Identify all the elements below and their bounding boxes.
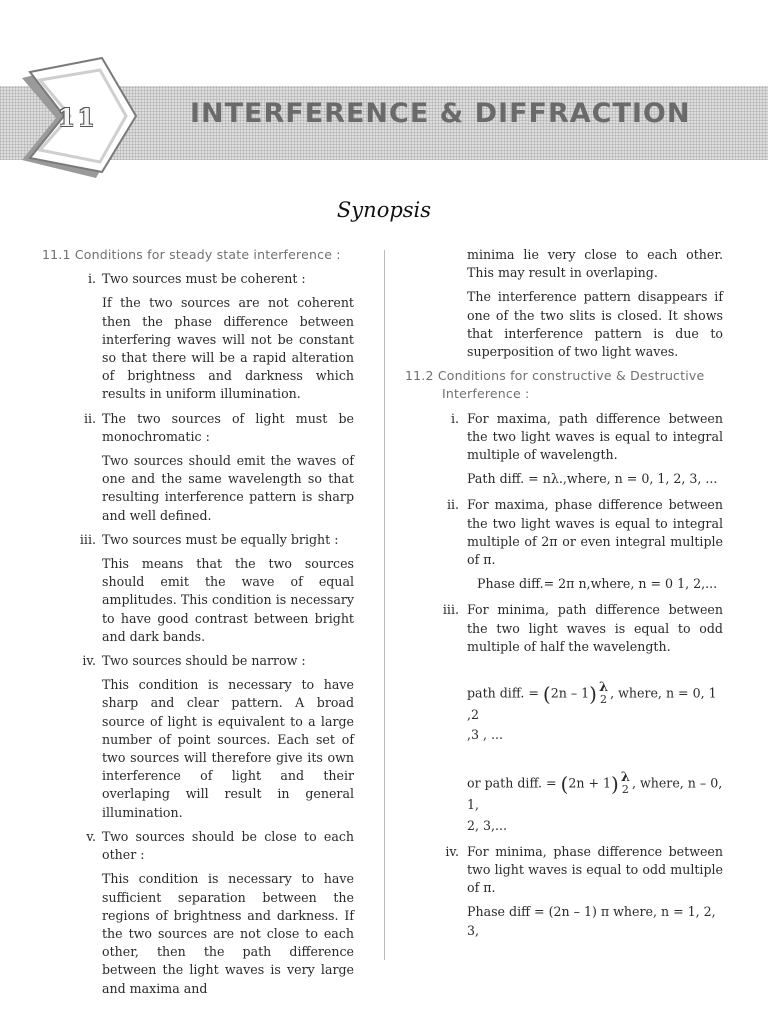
item-numeral: iv. (82, 653, 96, 669)
formula-expression: 2n + 1 (568, 775, 612, 791)
formula-prefix: path diff. = (467, 685, 543, 701)
formula-minima-path-1: path diff. = (2n – 1) λ 2 , where, n = 0, 1 ,2 (467, 680, 717, 723)
item-numeral: ii. (446, 497, 459, 513)
formula-continuation: 2, 3,... (467, 817, 508, 833)
formula-suffix: , where, n = 0, 1 ,2 (467, 685, 717, 723)
item-heading: Two sources should be narrow : (102, 653, 306, 669)
item-heading: The two sources of light must be monochromatic : (102, 410, 354, 444)
section-heading-11-1 (42, 246, 354, 264)
formula-expression: 2n – 1 (550, 685, 590, 701)
chapter-title: INTERFERENCE & DIFFRACTION (190, 98, 691, 129)
item-text: This condition is necessary to have sufficient separation between the regions of brightness and darkness. If the two sources are not close to each other, then the path difference between the light waves is very large and maxima and (102, 871, 354, 996)
formula: Phase diff.= 2π n,where, n = 0 1, 2,... (477, 576, 718, 592)
fraction-numerator: λ (598, 680, 609, 696)
section-title: Conditions for steady state interference : (74, 247, 341, 262)
fraction-numerator: λ (620, 770, 630, 786)
item-numeral: iii. (442, 602, 459, 618)
item-text: Two sources should emit the waves of one and the same wavelength so that resulting interference pattern is sharp and well defined. (102, 453, 354, 523)
list-item (405, 601, 723, 834)
section-heading-11-2 (405, 367, 723, 403)
item-text: If the two sources are not coherent then the phase difference between interfering waves will not be constant so that there will be a rapid alteration of brightness and darkness which results in uniform illumination. (102, 295, 354, 402)
left-column (42, 246, 354, 1004)
item-heading: Two sources should be close to each other : (102, 828, 354, 863)
formula: Phase diff = (2n – 1) π where, n = 1, 2, 3, (467, 904, 716, 938)
item-numeral: i. (87, 271, 96, 287)
right-column (405, 246, 723, 948)
formula-prefix: or path diff. = (467, 775, 561, 791)
fraction-denominator: 2 (600, 693, 608, 707)
fraction-denominator: 2 (621, 783, 629, 797)
formula-minima-path-2: or path diff. = (2n + 1) λ 2 , where, n – 0, 1, (467, 770, 723, 813)
list-item (42, 828, 354, 998)
item-numeral: v. (86, 828, 96, 844)
item-text: For maxima, phase difference between the two light waves is equal to integral multiple of 2π or even integral multiple of π. (467, 497, 723, 568)
column-divider (384, 250, 385, 960)
synopsis-heading: Synopsis (336, 198, 432, 222)
chapter-number: 11 (58, 103, 98, 132)
fraction (599, 682, 608, 706)
continued-paragraph: minima lie very close to each other. This may result in overlaping. (467, 247, 723, 281)
list-item (42, 410, 354, 525)
item-numeral: iii. (79, 531, 96, 547)
list-item (405, 410, 723, 489)
fraction (621, 772, 630, 796)
section-number: 11.1 (42, 247, 71, 262)
list-item (42, 531, 354, 646)
section-title: Conditions for constructive & Destructive (437, 368, 705, 384)
section-number: 11.2 (405, 368, 434, 384)
item-text: This condition is necessary to have sharp and clear pattern. A broad source of light is equivalent to a large number of point sources. Each set of two sources will therefore give its own interference of light and their overlaping will result in general illumination. (102, 677, 354, 820)
item-text: For minima, path difference between the two light waves is equal to odd multiple of half the wavelength. (467, 602, 723, 654)
item-numeral: i. (450, 410, 459, 426)
item-heading: Two sources must be coherent : (102, 271, 306, 287)
item-numeral: ii. (83, 410, 96, 426)
formula-continuation: ,3 , ... (467, 727, 504, 743)
list-item (405, 843, 723, 940)
list-item (42, 652, 354, 822)
formula-suffix: , where, n – 0, 1, (467, 775, 723, 813)
item-text: For minima, phase difference between two light waves is equal to odd multiple of π. (467, 843, 723, 896)
formula: Path diff. = nλ.,where, n = 0, 1, 2, 3, ... (467, 471, 718, 487)
item-text: For maxima, path difference between the two light waves is equal to integral multiple of wavelength. (467, 410, 723, 463)
item-heading: Two sources must be equally bright : (102, 531, 339, 547)
list-item (405, 496, 723, 593)
item-numeral: iv. (445, 843, 459, 859)
chapter-chevron-badge (0, 0, 160, 200)
item-text: This means that the two sources should emit the wave of equal amplitudes. This condition is necessary to have good contrast between bright and dark bands. (102, 556, 354, 644)
paragraph: The interference pattern disappears if one of the two slits is closed. It shows that interference pattern is due to superposition of two light waves. (467, 289, 723, 360)
list-item (42, 270, 354, 403)
section-title-continued: Interference : (442, 386, 530, 402)
